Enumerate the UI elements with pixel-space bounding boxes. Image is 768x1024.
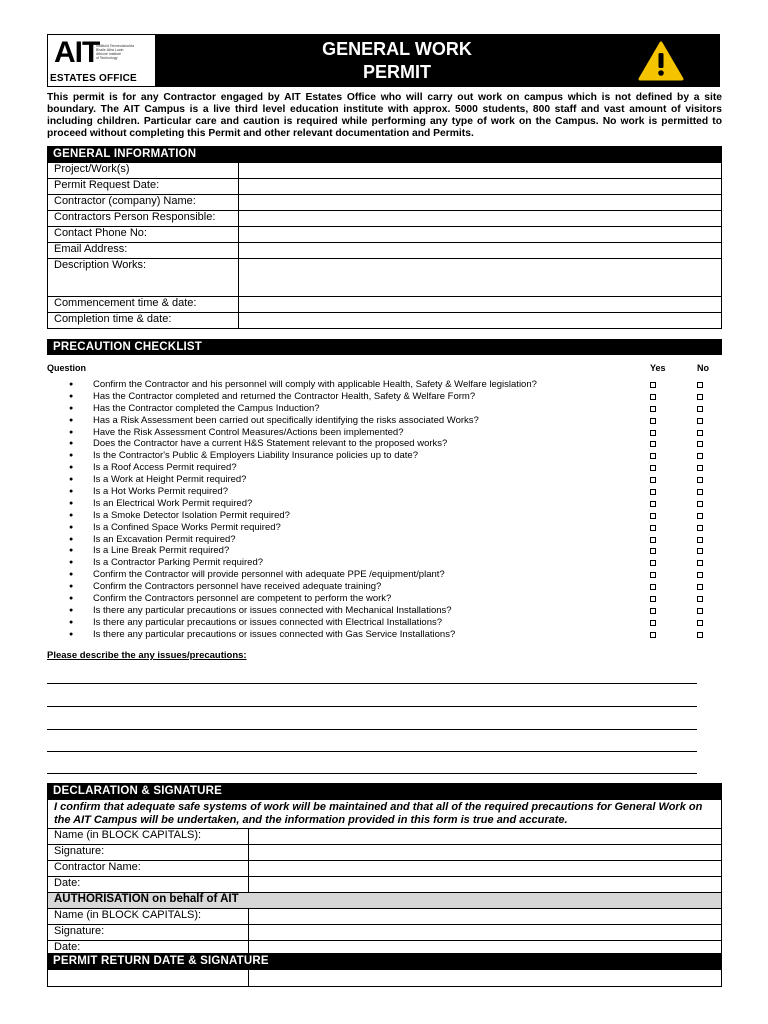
checklist-question: Is a Smoke Detector Isolation Permit required? — [93, 509, 290, 521]
checklist-question: Is a Hot Works Permit required? — [93, 486, 228, 498]
checklist-item — [47, 438, 727, 450]
field-row: Project/Work(s) — [48, 163, 722, 179]
checklist-item — [47, 474, 727, 486]
checklist-item — [47, 510, 727, 522]
no-checkbox[interactable] — [697, 596, 703, 602]
issues-line[interactable] — [47, 773, 697, 774]
bullet-icon: ● — [69, 618, 74, 626]
checklist-item — [47, 498, 727, 510]
yes-checkbox[interactable] — [650, 382, 656, 388]
bullet-icon: ● — [69, 499, 74, 507]
no-checkbox[interactable] — [697, 453, 703, 459]
bullet-icon: ● — [69, 392, 74, 400]
checklist-question: Confirm the Contractor and his personnel will comply with applicable Health, Safety & Welfare legislation? — [93, 379, 537, 390]
field-row: Contractor (company) Name: — [48, 195, 722, 211]
yes-checkbox[interactable] — [650, 477, 656, 483]
checklist-question: Is an Electrical Work Permit required? — [93, 497, 253, 509]
checklist-question: Have the Risk Assessment Control Measures/Actions been implemented? — [93, 426, 404, 438]
bullet-icon: ● — [69, 416, 74, 424]
bullet-icon: ● — [69, 523, 74, 531]
permit-request-date-field[interactable] — [239, 179, 722, 195]
no-checkbox[interactable] — [697, 632, 703, 638]
contractor-company-name-field[interactable] — [239, 195, 722, 211]
question-column-header: Question — [47, 363, 87, 373]
bullet-icon: ● — [69, 535, 74, 543]
checklist-item — [47, 450, 727, 462]
email-address-field[interactable] — [239, 243, 722, 259]
bullet-icon: ● — [69, 583, 74, 591]
permit-return-signature-field[interactable] — [249, 970, 722, 987]
authorisation-heading: AUTHORISATION on behalf of AIT — [48, 893, 722, 909]
field-row: Permit Request Date: — [48, 179, 722, 195]
logo-tagline: Institiúid Teicneolaíochta Bhaile Átha Luain Athlone Institute of Technology — [96, 44, 135, 60]
checklist-question: Confirm the Contractors personnel are competent to perform the work? — [93, 593, 392, 605]
page-title: GENERAL WORK PERMIT — [322, 39, 472, 82]
checklist-item — [47, 427, 727, 439]
general-information-table — [47, 162, 722, 329]
no-checkbox[interactable] — [697, 501, 703, 507]
no-checkbox[interactable] — [697, 430, 703, 436]
checklist-question: Is there any particular precautions or issues connected with Mechanical Installations? — [93, 604, 452, 616]
bullet-icon: ● — [69, 630, 74, 638]
checklist-item — [47, 557, 727, 569]
field-row: Commencement time & date: — [48, 297, 722, 313]
bullet-icon: ● — [69, 381, 74, 388]
bullet-icon: ● — [69, 404, 74, 412]
contact-phone-field[interactable] — [239, 227, 722, 243]
field-row: Signature: — [48, 845, 722, 861]
no-column-header: No — [697, 363, 709, 373]
yes-checkbox[interactable] — [650, 394, 656, 400]
yes-checkbox[interactable] — [650, 525, 656, 531]
checklist-item — [47, 629, 727, 641]
bullet-icon: ● — [69, 547, 74, 555]
bullet-icon: ● — [69, 571, 74, 579]
field-row: Completion time & date: — [48, 313, 722, 329]
yes-checkbox[interactable] — [650, 620, 656, 626]
checklist-question: Confirm the Contractor will provide personnel with adequate PPE /equipment/plant? — [93, 569, 445, 581]
checklist-item — [47, 462, 727, 474]
yes-column-header: Yes — [650, 363, 666, 373]
bullet-icon: ● — [69, 511, 74, 519]
yes-checkbox[interactable] — [650, 537, 656, 543]
authorisation-name-field[interactable] — [249, 909, 722, 925]
checklist-question: Has the Contractor completed and returned the Contractor Health, Safety & Welfare Form? — [93, 390, 476, 402]
yes-checkbox[interactable] — [650, 548, 656, 554]
checklist-item — [47, 415, 727, 427]
declaration-name-field[interactable] — [249, 829, 722, 845]
no-checkbox[interactable] — [697, 525, 703, 531]
bullet-icon: ● — [69, 595, 74, 603]
no-checkbox[interactable] — [697, 382, 703, 388]
no-checkbox[interactable] — [697, 465, 703, 471]
no-checkbox[interactable] — [697, 418, 703, 424]
checklist-question: Has the Contractor completed the Campus Induction? — [93, 402, 320, 414]
field-row: Date: — [48, 877, 722, 893]
contractors-person-responsible-field[interactable] — [239, 211, 722, 227]
commencement-field[interactable] — [239, 297, 722, 313]
field-row: Contractors Person Responsible: — [48, 211, 722, 227]
completion-field[interactable] — [239, 313, 722, 329]
yes-checkbox[interactable] — [650, 465, 656, 471]
checklist-question: Is an Excavation Permit required? — [93, 533, 236, 545]
checklist-question: Is the Contractor's Public & Employers Liability Insurance policies up to date? — [93, 450, 418, 462]
yes-checkbox[interactable] — [650, 406, 656, 412]
general-information-heading: GENERAL INFORMATION — [47, 146, 722, 162]
declaration-statement-row — [48, 800, 722, 829]
field-row: Description Works: — [48, 259, 722, 297]
checklist-item — [47, 522, 727, 534]
no-checkbox[interactable] — [697, 489, 703, 495]
no-checkbox[interactable] — [697, 406, 703, 412]
permit-return-table — [47, 969, 722, 987]
bullet-icon: ● — [69, 606, 74, 614]
bullet-icon: ● — [69, 476, 74, 484]
checklist-item — [47, 391, 727, 403]
bullet-icon: ● — [69, 440, 74, 448]
estates-office-label: ESTATES OFFICE — [50, 73, 137, 84]
declaration-heading: DECLARATION & SIGNATURE — [47, 783, 722, 799]
checklist-item — [47, 379, 727, 391]
bullet-icon: ● — [69, 488, 74, 496]
checklist-question: Is a Line Break Permit required? — [93, 545, 230, 557]
no-checkbox[interactable] — [697, 572, 703, 578]
field-row: Date: — [48, 941, 722, 957]
field-row: Name (in BLOCK CAPITALS): — [48, 829, 722, 845]
bullet-icon: ● — [69, 559, 74, 567]
permit-header — [47, 34, 720, 87]
field-row: Contact Phone No: — [48, 227, 722, 243]
field-row: Signature: — [48, 925, 722, 941]
authorisation-heading-row — [48, 893, 722, 909]
bullet-icon: ● — [69, 464, 74, 472]
no-checkbox[interactable] — [697, 477, 703, 483]
no-checkbox[interactable] — [697, 608, 703, 614]
no-checkbox[interactable] — [697, 584, 703, 590]
no-checkbox[interactable] — [697, 560, 703, 566]
checklist-question: Has a Risk Assessment been carried out specifically identifying the risks associated Works? — [93, 414, 479, 426]
yes-checkbox[interactable] — [650, 572, 656, 578]
yes-checkbox[interactable] — [650, 513, 656, 519]
no-checkbox[interactable] — [697, 513, 703, 519]
yes-checkbox[interactable] — [650, 596, 656, 602]
permit-return-heading: PERMIT RETURN DATE & SIGNATURE — [47, 953, 722, 969]
checklist-question: Is there any particular precautions or issues connected with Electrical Installations? — [93, 616, 443, 628]
yes-checkbox[interactable] — [650, 418, 656, 424]
bullet-icon: ● — [69, 428, 74, 436]
permit-return-date-field[interactable] — [48, 970, 249, 987]
declaration-date-field[interactable] — [249, 877, 722, 893]
checklist-item — [47, 569, 727, 581]
issues-line[interactable] — [47, 683, 697, 684]
checklist-item — [47, 605, 727, 617]
checklist-question: Is a Confined Space Works Permit required? — [93, 521, 281, 533]
field-row: Email Address: — [48, 243, 722, 259]
declaration-contractor-name-field[interactable] — [249, 861, 722, 877]
yes-checkbox[interactable] — [650, 453, 656, 459]
precaution-checklist — [47, 379, 727, 641]
declaration-table — [47, 799, 722, 957]
intro-paragraph: This permit is for any Contractor engaged by AIT Estates Office who will carry out work on campus which is not defined by a site boundary. The AIT Campus is a live third level education institute with approx. 5000 students, 800 staff and vast amount of visitors including children. Particular care and caution is required while performing any type of work on the Campus. No work is permitted to proceed without completing this Permit and other relevant documentation and Permits. — [47, 92, 722, 139]
checklist-item — [47, 617, 727, 629]
warning-triangle-icon — [638, 41, 684, 81]
checklist-item — [47, 581, 727, 593]
checklist-item — [47, 486, 727, 498]
logo-mark: AIT — [54, 36, 100, 69]
checklist-item — [47, 534, 727, 546]
checklist-question: Is there any particular precautions or issues connected with Gas Service Installations? — [93, 628, 456, 640]
field-row: Contractor Name: — [48, 861, 722, 877]
yes-checkbox[interactable] — [650, 608, 656, 614]
checklist-item — [47, 403, 727, 415]
checklist-item — [47, 593, 727, 605]
authorisation-signature-field[interactable] — [249, 925, 722, 941]
yes-checkbox[interactable] — [650, 441, 656, 447]
yes-checkbox[interactable] — [650, 489, 656, 495]
declaration-statement: I confirm that adequate safe systems of work will be maintained and that all of the required precautions for General Work on the AIT Campus will be undertaken, and the information provided in this form is true and accurate. — [48, 800, 722, 829]
issues-line[interactable] — [47, 729, 697, 730]
yes-checkbox[interactable] — [650, 430, 656, 436]
checklist-question: Is a Contractor Parking Permit required? — [93, 557, 264, 569]
no-checkbox[interactable] — [697, 548, 703, 554]
project-works-field[interactable] — [239, 163, 722, 179]
description-works-field[interactable] — [239, 259, 722, 297]
issues-line[interactable] — [47, 751, 697, 752]
no-checkbox[interactable] — [697, 620, 703, 626]
issues-label: Please describe the any issues/precautions: — [47, 650, 247, 661]
yes-checkbox[interactable] — [650, 501, 656, 507]
declaration-signature-field[interactable] — [249, 845, 722, 861]
checklist-question: Confirm the Contractors personnel have received adequate training? — [93, 581, 382, 593]
field-row: Name (in BLOCK CAPITALS): — [48, 909, 722, 925]
ait-logo — [47, 34, 156, 87]
checklist-question: Does the Contractor have a current H&S Statement relevant to the proposed works? — [93, 438, 448, 450]
issues-line[interactable] — [47, 706, 697, 707]
yes-checkbox[interactable] — [650, 632, 656, 638]
no-checkbox[interactable] — [697, 537, 703, 543]
yes-checkbox[interactable] — [650, 584, 656, 590]
precaution-checklist-heading: PRECAUTION CHECKLIST — [47, 339, 722, 355]
bullet-icon: ● — [69, 452, 74, 460]
no-checkbox[interactable] — [697, 394, 703, 400]
checklist-question: Is a Work at Height Permit required? — [93, 474, 247, 486]
field-row — [48, 970, 722, 987]
checklist-question: Is a Roof Access Permit required? — [93, 462, 237, 474]
no-checkbox[interactable] — [697, 441, 703, 447]
yes-checkbox[interactable] — [650, 560, 656, 566]
checklist-item — [47, 545, 727, 557]
